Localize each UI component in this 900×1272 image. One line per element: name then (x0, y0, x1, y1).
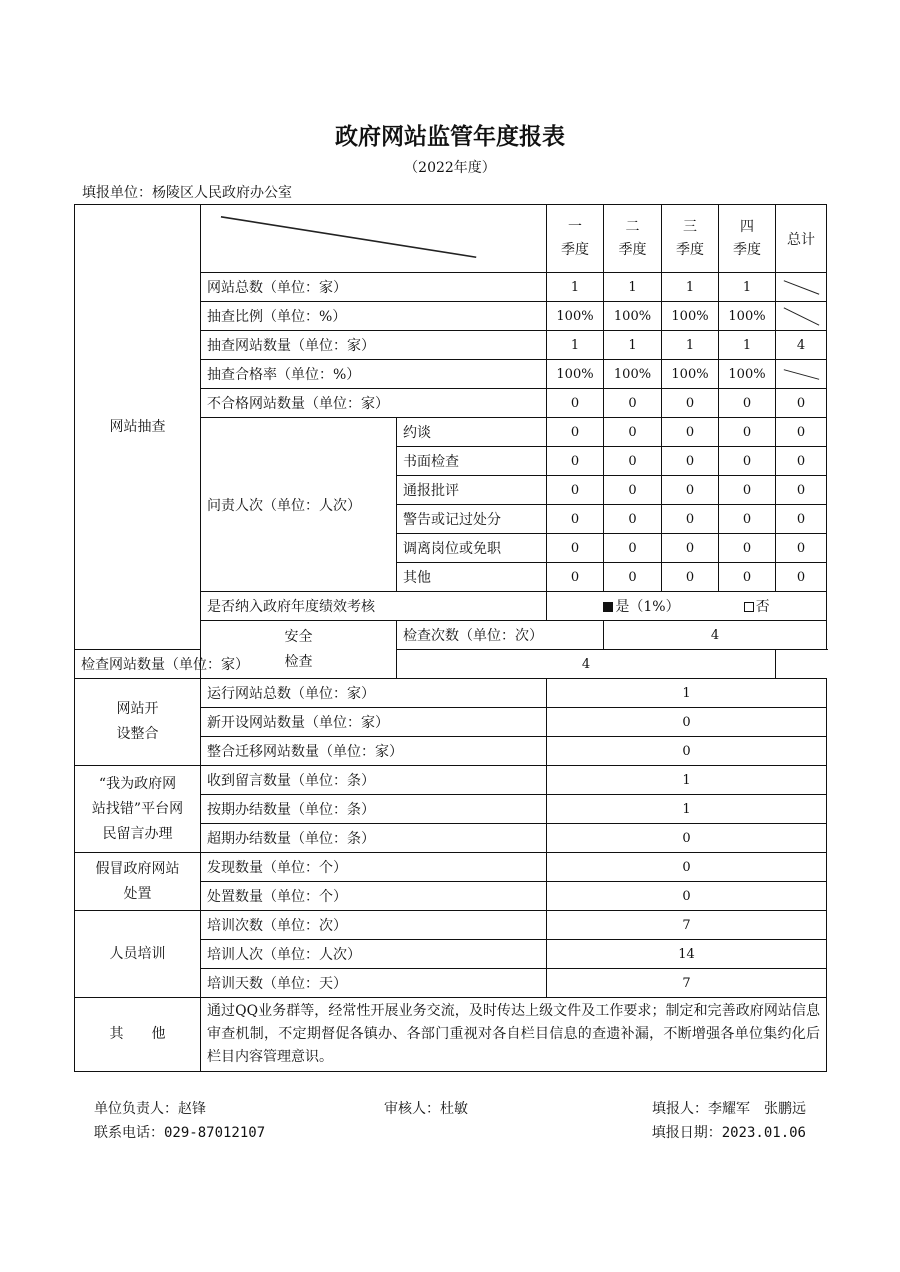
table-row (75, 650, 827, 679)
cell-q3: 0 (662, 534, 719, 563)
row-label: 检查网站数量（单位：家） (75, 650, 397, 679)
cell-q3: 100% (662, 302, 719, 331)
cell-value: 0 (547, 737, 827, 766)
cell-q3: 1 (662, 331, 719, 360)
row-label: 通报批评 (397, 476, 547, 505)
report-year: （2022年度） (404, 160, 496, 176)
cell-q4: 0 (719, 476, 776, 505)
table-row (75, 679, 827, 708)
section-label-inspection: 网站抽查 (75, 205, 201, 650)
cell-q3: 1 (662, 273, 719, 302)
section-label-integration: 网站开 设整合 (75, 679, 201, 766)
row-label: 培训天数（单位：天） (201, 969, 547, 998)
cell-value: 4 (604, 621, 827, 650)
row-label: 新开设网站数量（单位：家） (201, 708, 547, 737)
row-label: 书面检查 (397, 447, 547, 476)
cell-q1: 100% (547, 360, 604, 389)
row-label: 其他 (397, 563, 547, 592)
filler: 填报人：李耀军 张鹏远 (652, 1101, 806, 1117)
cell-value: 0 (547, 708, 827, 737)
row-label: 发现数量（单位：个） (201, 853, 547, 882)
cell-q3: 0 (662, 476, 719, 505)
cell-value: 1 (547, 795, 827, 824)
cell-total: 0 (776, 476, 827, 505)
cell-q2: 0 (604, 418, 662, 447)
header-q1: 一 季度 (547, 205, 604, 273)
checkbox-yes[interactable] (603, 602, 613, 612)
report-table (74, 204, 827, 1072)
cell-q1: 0 (547, 534, 604, 563)
cell-total: 0 (776, 505, 827, 534)
row-label: 网站总数（单位：家） (201, 273, 547, 302)
section-label-security: 安全 检查 (201, 621, 397, 679)
header-q2: 二 季度 (604, 205, 662, 273)
row-label: 警告或记过处分 (397, 505, 547, 534)
cell-value: 7 (547, 911, 827, 940)
cell-q2: 1 (604, 273, 662, 302)
performance-options (547, 592, 827, 621)
checkbox-no-label: 否 (755, 599, 770, 615)
checkbox-no[interactable] (744, 602, 754, 612)
cell-q4: 1 (719, 273, 776, 302)
cell-q4: 100% (719, 302, 776, 331)
cell-q2: 0 (604, 476, 662, 505)
table-row (75, 766, 827, 795)
cell-q1: 0 (547, 418, 604, 447)
cell-q2: 0 (604, 389, 662, 418)
other-remarks: 通过QQ业务群等，经常性开展业务交流，及时传达上级文件及工作要求；制定和完善政府网站信息审查机制，不定期督促各镇办、各部门重视对各自栏目信息的查遗补漏，不断增强各单位集约化后栏目内容管理意识。 (201, 998, 827, 1072)
row-label: 检查次数（单位：次） (397, 621, 604, 650)
cell-total: 4 (776, 331, 827, 360)
row-label: 培训人次（单位：人次） (201, 940, 547, 969)
cell-q2: 1 (604, 331, 662, 360)
cell-q2: 0 (604, 534, 662, 563)
row-label: 超期办结数量（单位：条） (201, 824, 547, 853)
diagonal-slash (776, 302, 826, 330)
cell-q1: 0 (547, 563, 604, 592)
table-row (75, 853, 827, 882)
section-label-messages: “我为政府网 站找错”平台网 民留言办理 (75, 766, 201, 853)
cell-q1: 0 (547, 476, 604, 505)
row-label: 抽查合格率（单位：%） (201, 360, 547, 389)
cell-q3: 0 (662, 447, 719, 476)
cell-total-blank (776, 273, 827, 302)
row-label: 不合格网站数量（单位：家） (201, 389, 547, 418)
fill-date: 填报日期：2023.01.06 (651, 1125, 806, 1141)
cell-total-blank (776, 360, 827, 389)
cell-q4: 0 (719, 447, 776, 476)
section-label-other: 其 他 (75, 998, 201, 1072)
cell-q3: 0 (662, 389, 719, 418)
cell-q1: 0 (547, 389, 604, 418)
cell-total: 0 (776, 534, 827, 563)
section-label-counterfeit: 假冒政府网站 处置 (75, 853, 201, 911)
reviewer: 审核人：杜敏 (384, 1101, 468, 1117)
row-label: 收到留言数量（单位：条） (201, 766, 547, 795)
cell-total: 0 (776, 447, 827, 476)
cell-q2: 0 (604, 447, 662, 476)
row-label: 约谈 (397, 418, 547, 447)
cell-q3: 0 (662, 418, 719, 447)
header-diagonal-line (201, 205, 546, 272)
cell-total: 0 (776, 563, 827, 592)
table-row (75, 998, 827, 1072)
cell-q2: 100% (604, 302, 662, 331)
cell-q1: 0 (547, 447, 604, 476)
cell-value: 14 (547, 940, 827, 969)
performance-label: 是否纳入政府年度绩效考核 (201, 592, 547, 621)
cell-q3: 100% (662, 360, 719, 389)
cell-q1: 1 (547, 331, 604, 360)
cell-q4: 0 (719, 505, 776, 534)
row-label: 整合迁移网站数量（单位：家） (201, 737, 547, 766)
cell-value: 0 (547, 882, 827, 911)
cell-total-blank (776, 302, 827, 331)
row-label: 处置数量（单位：个） (201, 882, 547, 911)
cell-value: 0 (547, 853, 827, 882)
cell-q2: 100% (604, 360, 662, 389)
cell-q4: 0 (719, 534, 776, 563)
cell-q4: 0 (719, 563, 776, 592)
table-row (75, 911, 827, 940)
reporting-unit: 填报单位：杨陵区人民政府办公室 (82, 185, 292, 201)
responsible-person: 单位负责人：赵锋 (94, 1101, 206, 1117)
diagonal-slash (776, 273, 826, 301)
row-label: 按期办结数量（单位：条） (201, 795, 547, 824)
report-title: 政府网站监管年度报表 (335, 124, 565, 150)
cell-q1: 0 (547, 505, 604, 534)
cell-value: 7 (547, 969, 827, 998)
header-q3: 三 季度 (662, 205, 719, 273)
cell-q3: 0 (662, 563, 719, 592)
row-label: 抽查比例（单位：%） (201, 302, 547, 331)
checkbox-yes-label: 是（1%） (615, 599, 680, 615)
cell-total: 0 (776, 389, 827, 418)
header-row (75, 205, 827, 273)
contact-phone: 联系电话：029-87012107 (94, 1125, 266, 1141)
cell-q4: 100% (719, 360, 776, 389)
section-label-training: 人员培训 (75, 911, 201, 998)
row-label: 培训次数（单位：次） (201, 911, 547, 940)
cell-q4: 0 (719, 418, 776, 447)
header-q4: 四 季度 (719, 205, 776, 273)
cell-value: 1 (547, 679, 827, 708)
cell-q2: 0 (604, 563, 662, 592)
accountability-label: 问责人次（单位：人次） (201, 418, 397, 592)
row-label: 抽查网站数量（单位：家） (201, 331, 547, 360)
row-label: 调离岗位或免职 (397, 534, 547, 563)
cell-q4: 0 (719, 389, 776, 418)
cell-q1: 100% (547, 302, 604, 331)
cell-value: 0 (547, 824, 827, 853)
header-diagonal-cell (201, 205, 547, 273)
row-label: 运行网站总数（单位：家） (201, 679, 547, 708)
cell-q1: 1 (547, 273, 604, 302)
cell-q2: 0 (604, 505, 662, 534)
cell-value: 1 (547, 766, 827, 795)
diagonal-slash (776, 360, 826, 388)
header-total: 总计 (776, 205, 827, 273)
cell-total: 0 (776, 418, 827, 447)
cell-q3: 0 (662, 505, 719, 534)
cell-value: 4 (397, 650, 776, 679)
cell-q4: 1 (719, 331, 776, 360)
